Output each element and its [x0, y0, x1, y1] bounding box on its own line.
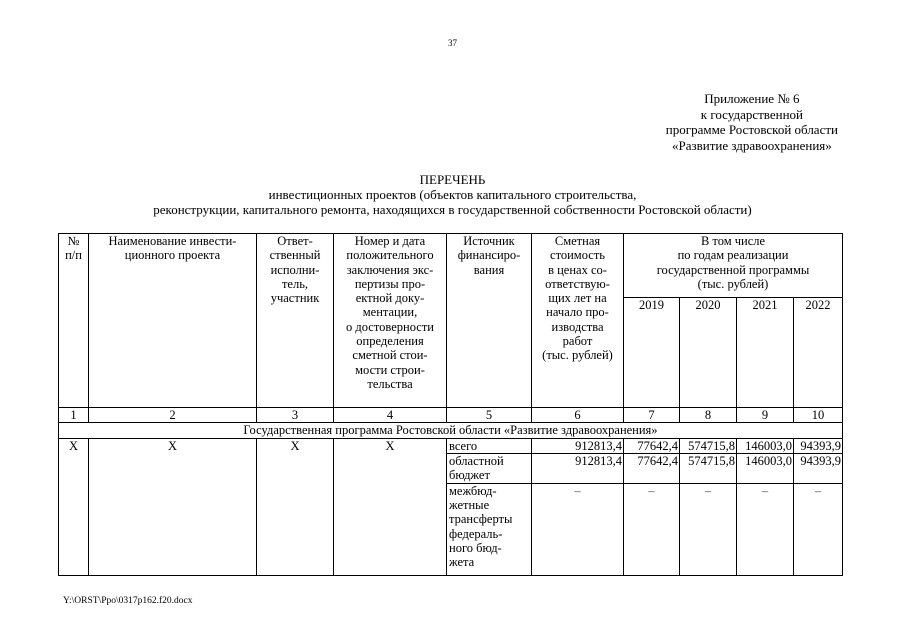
cell-text-line: в ценах со- — [548, 262, 607, 277]
header-year-2019: 2019 — [624, 298, 680, 408]
header-year-2020: 2020 — [680, 298, 737, 408]
cell-text-line: федераль- — [449, 526, 503, 541]
year-value: 574715,8 — [680, 438, 737, 453]
cell-text-line: начало про- — [546, 305, 609, 320]
cell-text-line: областной — [449, 453, 504, 468]
cell-text-line: мости строи- — [355, 362, 425, 377]
cell-text-line: ственный — [269, 248, 321, 263]
cell-text-line: ционного проекта — [124, 248, 221, 263]
year-value: 94393,9 — [794, 453, 843, 483]
cell-text-line: межбюд- — [449, 483, 497, 498]
funding-source-federal — [447, 483, 532, 575]
cell-text-line: государственной программы — [656, 262, 810, 277]
cell-text-line: ного бюд- — [449, 541, 502, 556]
column-number: 3 — [257, 408, 334, 423]
header-year-2022: 2022 — [794, 298, 843, 408]
cell-text-line: Ответ- — [277, 234, 313, 248]
x-mark: X — [59, 438, 89, 575]
column-number: 9 — [737, 408, 794, 423]
header-estimated-cost — [532, 234, 624, 408]
title-line-2: реконструкции, капитального ремонта, находящихся в государственной собственности Ростовской области) — [153, 202, 752, 217]
cell-text-line: стоимость — [550, 248, 605, 263]
header-project-name — [89, 234, 257, 408]
appendix-line: программе Ростовской области — [665, 122, 838, 137]
cell-text-line: по годам реализации — [677, 248, 789, 263]
cell-text-line: вания — [473, 262, 505, 277]
funding-source-total — [447, 438, 532, 453]
cell-text-line: положительного — [346, 248, 434, 263]
funding-source-regional — [447, 453, 532, 483]
title-line-1: инвестиционных проектов (объектов капитального строительства, — [268, 187, 637, 202]
cell-text-line: жетные — [449, 498, 490, 513]
year-value: 574715,8 — [680, 453, 737, 483]
cell-text-line: исполни- — [270, 262, 320, 277]
footer-file-path: Y:\ORST\Ppo\0317p162.f20.docx — [63, 596, 193, 606]
header-year-2021: 2021 — [737, 298, 794, 408]
appendix-caption — [666, 91, 838, 153]
cell-text-line: Наименование инвести- — [108, 234, 237, 248]
column-number: 10 — [794, 408, 843, 423]
cell-text-line: щих лет на — [548, 291, 607, 306]
title-heading: ПЕРЕЧЕНЬ — [419, 172, 486, 187]
column-number: 7 — [624, 408, 680, 423]
year-value: – — [680, 483, 737, 575]
page-number: 37 — [448, 38, 457, 48]
cell-text-line: № — [67, 234, 80, 248]
cell-text-line: о достоверности — [346, 319, 434, 334]
cost-value: 912813,4 — [532, 438, 624, 453]
year-value: 94393,9 — [794, 438, 843, 453]
cost-value: 912813,4 — [532, 453, 624, 483]
year-value: – — [794, 483, 843, 575]
cost-value: – — [532, 483, 624, 575]
year-value: 146003,0 — [737, 438, 794, 453]
cell-text-line: В том числе — [700, 234, 766, 248]
column-number: 1 — [59, 408, 89, 423]
year-value: – — [737, 483, 794, 575]
cell-text-line: работ — [562, 334, 593, 349]
cell-text-line: изводства — [551, 319, 604, 334]
cell-text-line: бюджет — [449, 468, 490, 483]
column-number: 6 — [532, 408, 624, 423]
year-value: 77642,4 — [624, 453, 680, 483]
x-mark: X — [257, 438, 334, 575]
cell-text-line: пертизы про- — [354, 276, 426, 291]
cell-text-line: заключения экс- — [346, 262, 434, 277]
cell-text-line: Источник — [463, 234, 515, 248]
investment-projects-table — [58, 233, 843, 576]
year-value: – — [624, 483, 680, 575]
cell-text-line: Сметная — [554, 234, 601, 248]
cell-text-line: тельства — [367, 376, 413, 391]
header-years-group — [624, 234, 843, 298]
cell-text-line: сметной стои- — [352, 348, 428, 363]
cell-text-line: финансиро- — [457, 248, 521, 263]
header-responsible — [257, 234, 334, 408]
cell-text-line: (тыс. рублей) — [542, 348, 613, 363]
cell-text-line: тель, — [281, 276, 309, 291]
cell-text-line: Номер и дата — [354, 234, 426, 248]
cell-text-line: ектной доку- — [355, 291, 425, 306]
column-number: 2 — [89, 408, 257, 423]
cell-text-line: определения — [356, 334, 424, 349]
cell-text-line: трансферты — [449, 512, 513, 527]
appendix-line: «Развитие здравоохранения» — [672, 137, 832, 153]
program-row: Государственная программа Ростовской области «Развитие здравоохранения» — [59, 423, 843, 438]
cell-text-line: (тыс. рублей) — [697, 276, 769, 291]
cell-text-line: ответствую- — [545, 276, 610, 291]
cell-text-line: жета — [449, 555, 475, 570]
appendix-line: Приложение № 6 — [704, 91, 800, 106]
column-number: 8 — [680, 408, 737, 423]
header-number — [59, 234, 89, 408]
cell-text-line: всего — [449, 438, 478, 453]
cell-text-line: ментации, — [362, 305, 418, 320]
cell-text-line: п/п — [65, 248, 82, 263]
x-mark: X — [334, 438, 447, 575]
appendix-line: к государственной — [700, 106, 803, 122]
year-value: 77642,4 — [624, 438, 680, 453]
cell-text-line: участник — [270, 291, 320, 306]
header-funding-source — [447, 234, 532, 408]
column-number: 5 — [447, 408, 532, 423]
document-title — [0, 172, 905, 217]
column-number: 4 — [334, 408, 447, 423]
year-value: 146003,0 — [737, 453, 794, 483]
x-mark: X — [89, 438, 257, 575]
header-expertise-conclusion — [334, 234, 447, 408]
